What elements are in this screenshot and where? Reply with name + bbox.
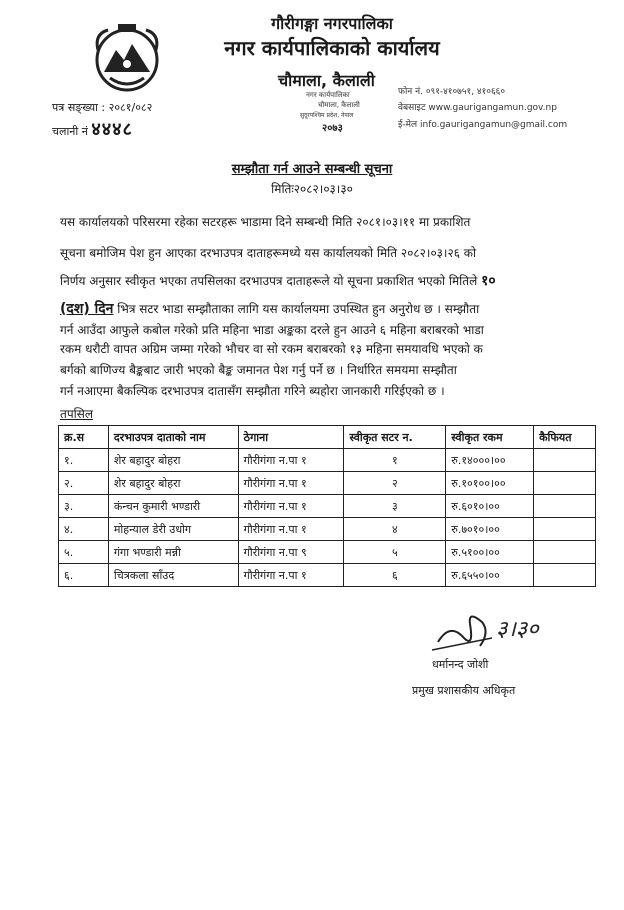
col-name: दरभाउपत्र दाताको नाम <box>108 426 238 449</box>
cell-serial: २. <box>59 472 109 495</box>
paragraph-line-1: यस कार्यालयको परिसरमा रहेका सटरहरू भाडामा दिने सम्बन्धी मिति २०८१।०३।११ मा प्रकाशित <box>60 215 471 229</box>
paragraph-line-4 <box>60 301 580 317</box>
cell-serial: ६. <box>59 564 109 587</box>
cell-remarks <box>534 541 596 564</box>
cell-address: गौरीगंगा न.पा १ <box>238 449 344 472</box>
cell-amount: रु.१४०००।०० <box>446 449 534 472</box>
paragraph-line-3 <box>60 273 580 289</box>
paragraph-days-word: (दश) दिन <box>60 301 114 317</box>
cell-shutter-no: ४ <box>344 518 446 541</box>
cell-name: गंगा भण्डारी मन्नी <box>108 541 238 564</box>
cell-amount: रु.५१००।०० <box>446 541 534 564</box>
stamp-line-1: नगर कार्यपालिका <box>306 91 350 99</box>
cell-remarks <box>534 495 596 518</box>
paragraph-line-5: गर्न आउँदा आफुले कबोल गरेको प्रति महिना भाडा अङ्कका दरले हुन आउने ६ महिना बराबरको भाडा <box>60 323 484 337</box>
chalani-value: ४४४८ <box>91 119 133 140</box>
paragraph-line-8: गर्न नआएमा बैकल्पिक दरभाउपत्र दातासँग सम्झौता गरिने ब्यहोरा जानकारी गरिईएको छ । <box>60 384 445 398</box>
paragraph-line-3-text: निर्णय अनुसार स्वीकृत भएका तपसिलका दरभाउपत्र दाताहरूले यो सूचना प्रकाशित भएको मितिले <box>60 274 478 288</box>
table-row <box>59 472 596 495</box>
cell-name: कंन्चन कुमारी भण्डारी <box>108 495 238 518</box>
cell-address: गौरीगंगा न.पा १ <box>238 472 344 495</box>
cell-name: चित्रकला साँउद <box>108 564 238 587</box>
patra-sankhya: पत्र सङ्ख्या : २०८१/०८२ <box>52 101 153 114</box>
signature-mark <box>430 602 560 662</box>
signatory-title: प्रमुख प्रशासकीय अधिकृत <box>412 684 516 697</box>
signatory-name: धर्मानन्द जोशी <box>432 658 489 671</box>
chalani-label: चलानी नं <box>52 125 88 138</box>
cell-name: शेर बहादुर बोहरा <box>108 472 238 495</box>
tapsil-heading: तपसिल <box>60 407 94 421</box>
cell-shutter-no: ६ <box>344 564 446 587</box>
cell-amount: रु.७०१०।०० <box>446 518 534 541</box>
paragraph-line-2: सूचना बमोजिम पेश हुन आएका दरभाउपत्र दाताहरूमध्ये यस कार्यालयको मिति २०८२।०३।२६ को <box>60 246 477 260</box>
table-header-row <box>59 426 596 449</box>
cell-amount: रु.६५५०।०० <box>446 564 534 587</box>
office-stamp <box>300 85 382 135</box>
cell-shutter-no: ५ <box>344 541 446 564</box>
cell-serial: ४. <box>59 518 109 541</box>
cell-remarks <box>534 472 596 495</box>
table-row <box>59 564 596 587</box>
col-serial: क्र.स <box>59 426 109 449</box>
paragraph-line-6: रकम धरौटी वापत अग्रिम जम्मा गरेको भौचर वा सो रकम बराबरको १३ महिना समयावधि भएको क <box>60 342 483 356</box>
table-row <box>59 518 596 541</box>
table-row <box>59 541 596 564</box>
cell-name: शेर बहादुर बोहरा <box>108 449 238 472</box>
cell-shutter-no: २ <box>344 472 446 495</box>
cell-address: गौरीगंगा न.पा १ <box>238 564 344 587</box>
cell-shutter-no: ३ <box>344 495 446 518</box>
notice-title <box>0 159 624 177</box>
stamp-line-3: सुदूरपश्चिम प्रदेश, नेपाल <box>300 112 354 119</box>
col-amount: स्वीकृत रकम <box>446 426 534 449</box>
cell-serial: ५. <box>59 541 109 564</box>
table-row <box>59 449 596 472</box>
website-url: वेबसाइट www.gaurigangamun.gov.np <box>398 103 557 113</box>
municipality-name: गौरीगङ्गा नगरपालिका <box>271 14 393 33</box>
cell-amount: रु.१०१००।०० <box>446 472 534 495</box>
paragraph-line-3-days: १० <box>481 273 496 289</box>
email-address: ई-मेल info.gaurigangamun@gmail.com <box>398 120 568 130</box>
stamp-line-2: चौमाला, कैलाली <box>318 101 360 109</box>
chalani-number <box>52 117 133 141</box>
cell-address: गौरीगंगा न.पा ९ <box>238 541 344 564</box>
cell-shutter-no: १ <box>344 449 446 472</box>
stamp-year: २०७३ <box>322 123 343 134</box>
cell-serial: १. <box>59 449 109 472</box>
phone-number: फोन नं. ०९१-४१०७५१, ४१०६६० <box>398 87 506 97</box>
cell-remarks <box>534 518 596 541</box>
paragraph-line-4-text: भित्र सटर भाडा सम्झौताका लागि यस कार्यालयमा उपस्थित हुन अनुरोध छ । सम्झौता <box>117 302 480 316</box>
signature-date: ३।३० <box>496 617 539 642</box>
cell-address: गौरीगंगा न.पा १ <box>238 518 344 541</box>
notice-date: मितिः२०८२।०३।३० <box>271 182 353 196</box>
col-shutter-no: स्वीकृत सटर न. <box>344 426 446 449</box>
cell-remarks <box>534 564 596 587</box>
applicant-table <box>58 425 596 587</box>
cell-serial: ३. <box>59 495 109 518</box>
table-row <box>59 495 596 518</box>
cell-remarks <box>534 449 596 472</box>
notice-title-text: सम्झौता गर्न आउने सम्बन्धी सूचना <box>231 162 393 177</box>
cell-name: मोहन्याल डेरी उधोग <box>108 518 238 541</box>
cell-amount: रु.६०१०।०० <box>446 495 534 518</box>
col-remarks: कैफियत <box>534 426 596 449</box>
office-location: चौमाला, कैलाली <box>278 71 375 90</box>
office-name: नगर कार्यपालिकाको कार्यालय <box>224 36 440 60</box>
paragraph-line-7: बर्गको बाणिज्य बैङ्कबाट जारी भएको बैङ्क जमानत पेश गर्नु पर्ने छ । निर्धारित समयमा सम्झौता <box>60 363 457 377</box>
col-address: ठेगाना <box>238 426 344 449</box>
cell-address: गौरीगंगा न.पा १ <box>238 495 344 518</box>
